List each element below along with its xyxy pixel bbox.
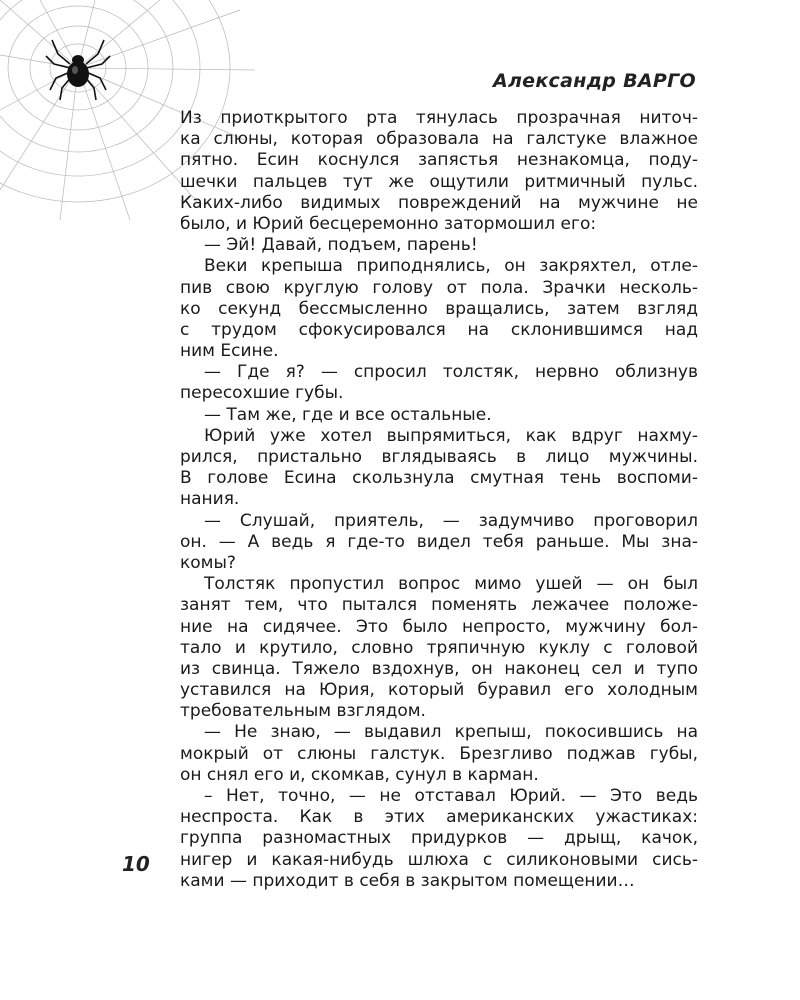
text-line: ка слюны, которая образовала на галстуке влажное	[180, 129, 698, 150]
text-line: требовательным взглядом.	[180, 701, 426, 722]
text-line: тало и крутило, словно тряпичную куклу с головой	[180, 637, 698, 658]
page-number: 10	[122, 852, 150, 876]
text-line: В голове Есина скользнула смутная тень воспоми-	[180, 468, 698, 489]
text-line: пив свою круглую голову от пола. Зрачки несколь-	[180, 277, 698, 298]
page-text-body	[180, 108, 698, 892]
text-line: пятно. Есин коснулся запястья незнакомца, поду-	[180, 150, 698, 171]
text-line: с трудом сфокусировался на склонившимся над	[180, 319, 698, 340]
text-line: — Где я? — спросил толстяк, нервно облизнув	[204, 362, 698, 383]
text-line: Толстяк пропустил вопрос мимо ушей — он был	[204, 574, 698, 595]
text-line: из свинца. Тяжело вздохнув, он наконец сел и тупо	[180, 658, 698, 679]
text-line: Из приоткрытого рта тянулась прозрачная ниточ-	[180, 108, 698, 128]
text-line: занят тем, что пытался поменять лежачее положе-	[180, 595, 698, 616]
text-line: группа разномастных придурков — дрыщ, качок,	[180, 828, 698, 849]
text-line: рился, пристально вглядываясь в лицо мужчины.	[180, 447, 698, 467]
text-line: Веки крепыша приподнялись, он закряхтел, отле-	[204, 256, 698, 277]
text-line: пересохшие губы.	[180, 383, 344, 404]
text-line: нания.	[180, 489, 240, 510]
text-line: мокрый от слюны галстук. Брезгливо поджав губы,	[180, 743, 698, 764]
text-line: ко секунд бессмысленно вращались, затем взгляд	[180, 298, 698, 319]
text-line: было, и Юрий бесцеремонно затормошил его:	[180, 213, 597, 234]
text-line: неспроста. Как в этих американских ужастиках:	[180, 807, 698, 828]
text-line: Каких-либо видимых повреждений на мужчине не	[180, 192, 698, 213]
text-line: он. — А ведь я где-то видел тебя раньше. Мы зна-	[180, 531, 698, 552]
text-line: ние на сидячее. Это было непросто, мужчину бол-	[180, 616, 698, 637]
text-line: — Там же, где и все остальные.	[204, 404, 492, 425]
text-line: нигер и какая-нибудь шлюха с силиконовыми сись-	[180, 849, 698, 870]
text-line: уставился на Юрия, который буравил его холодным	[180, 680, 698, 701]
running-header-author: Александр ВАРГО	[492, 70, 696, 92]
text-line: он снял его и, скомкав, сунул в карман.	[180, 764, 539, 785]
text-line: — Слушай, приятель, — задумчиво проговорил	[204, 510, 698, 531]
text-line: Юрий уже хотел выпрямиться, как вдруг нахму-	[204, 425, 698, 446]
text-line: шечки пальцев тут же ощутили ритмичный пульс.	[180, 171, 698, 192]
text-line: – Нет, точно, — не отставал Юрий. — Это ведь	[204, 786, 698, 806]
text-line: ним Есине.	[180, 341, 279, 362]
text-line: — Не знаю, — выдавил крепыш, покосившись на	[204, 722, 698, 743]
text-line: ками — приходит в себя в закрытом помещении…	[180, 870, 635, 891]
text-line: комы?	[180, 552, 236, 573]
text-line: — Эй! Давай, подъем, парень!	[204, 235, 478, 256]
